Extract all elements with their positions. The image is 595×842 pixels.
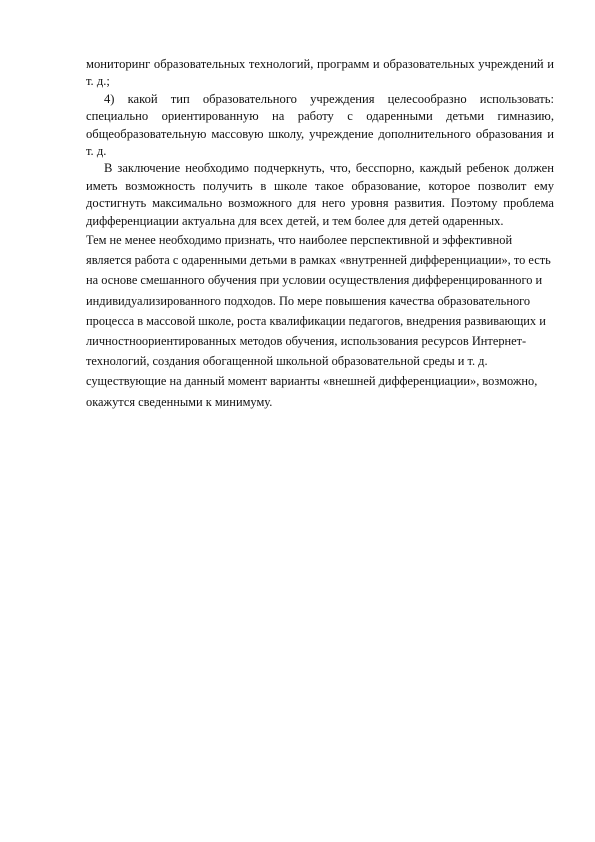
document-body (86, 56, 554, 412)
paragraph-item-4: 4) какой тип образовательного учреждения целесообразно использовать: специально ориентированную на работу с одаренными детьми гимназию, общеобразовательную массовую школу, учреждение дополнительного образования и т. д. (86, 91, 554, 159)
paragraph-conclusion: В заключение необходимо подчеркнуть, что, бесспорно, каждый ребенок должен иметь возможность получить в школе такое образование, которое позволит ему достигнуть максимально возможного для него уровня развития. Поэтому проблема дифференциации актуальна для всех детей, и тем более для детей одаренных. (86, 161, 554, 228)
paragraph-monitoring: мониторинг образовательных технологий, программ и образовательных учреждений и т. д.; (86, 57, 554, 89)
paragraph-internal-differentiation: Тем не менее необходимо признать, что наиболее перспективной и эффективной является работа с одаренными детьми в рамках «внутренней дифференциации», то есть на основе смешанного обучения при условии осуществления дифференцированного и индивидуализированного подходов. По мере повышения качества образовательного процесса в массовой школе, роста квалификации педагогов, внедрения развивающих и личностноориентированных методов обучения, использования ресурсов Интернет-технологий, создания обогащенной школьной образовательной среды и т. д. существующие на данный момент варианты «внешней дифференциации», возможно, окажутся сведенными к минимуму. (86, 233, 551, 409)
